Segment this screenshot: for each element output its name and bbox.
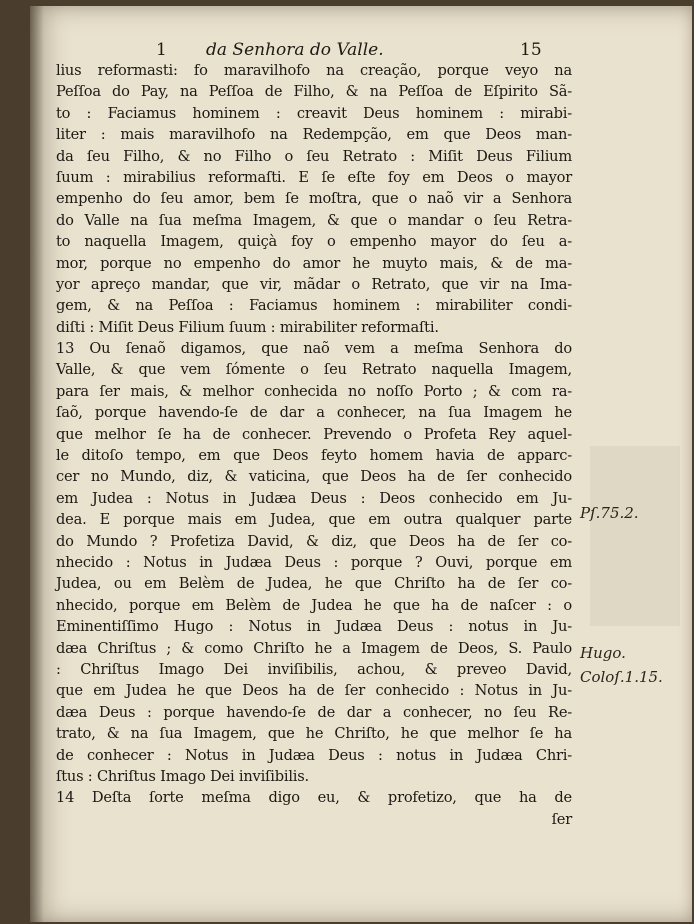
text-line: nhecido : Notus in Judæa Deus : porque ? Ouvi, porque em xyxy=(56,553,572,571)
text-line: dæa Chriſtus ; & como Chriſto he a Imagem de Deos, S. Paulo xyxy=(56,639,572,657)
text-line: mor, porque no empenho do amor he muyto mais, & de ma- xyxy=(56,254,572,272)
text-line: cer no Mundo, diz, & vaticina, que Deos ha de ſer conhecido xyxy=(56,468,572,486)
text-line: 14 Deſta ſorte meſma digo eu, & profetizo, que ha de xyxy=(56,789,572,807)
page-number: 15 xyxy=(520,40,542,60)
text-line: Eminentiſſimo Hugo : Notus in Judæa Deus : notus in Ju- xyxy=(56,618,572,636)
catchword: ſer xyxy=(551,810,572,828)
text-line: le ditoſo tempo, em que Deos feyto homem havia de apparc- xyxy=(56,447,572,465)
text-line: ſtus : Chriſtus Imago Dei inviſibilis. xyxy=(56,767,309,785)
text-line: trato, & na ſua Imagem, que he Chriſto, he que melhor ſe ha xyxy=(56,725,572,743)
bleed-through-area xyxy=(590,446,680,626)
text-line: to : Faciamus hominem : creavit Deus hominem : mirabi- xyxy=(56,104,572,122)
text-line: empenho do ſeu amor, bem ſe moſtra, que o naõ vir a Senhora xyxy=(56,190,572,208)
text-line: Peſſoa do Pay, na Peſſoa de Filho, & na Peſſoa de Eſpirito Sã- xyxy=(56,83,572,101)
header-mark: 1 xyxy=(156,40,167,60)
text-line: : Chriſtus Imago Dei inviſibilis, achou, & preveo David, xyxy=(56,660,572,678)
text-line: para ſer mais, & melhor conhecida no noſſo Porto ; & com ra- xyxy=(56,382,572,400)
text-line: nhecido, porque em Belèm de Judea he que ha de naſcer : o xyxy=(56,596,572,614)
text-line: do Mundo ? Profetiza David, & diz, que Deos ha de ſer co- xyxy=(56,532,572,550)
text-line: yor apreço mandar, que vir, mãdar o Retrato, que vir na Ima- xyxy=(56,275,572,293)
running-title: da Senhora do Valle. xyxy=(206,40,384,60)
margin-reference-psalm: Pſ.75.2. xyxy=(580,504,639,522)
text-line: que em Judea he que Deos ha de ſer conhecido : Notus in Ju- xyxy=(56,682,572,700)
text-line: gem, & na Peſſoa : Faciamus hominem : mirabiliter condi- xyxy=(56,297,572,315)
text-line: to naquella Imagem, quiçà foy o empenho mayor do ſeu a- xyxy=(56,233,572,251)
book-page xyxy=(30,6,692,922)
text-line: diſti : Miſit Deus Filium ſuum : mirabiliter reformaſti. xyxy=(56,318,439,336)
text-line: liter : mais maravilhofo na Redempção, em que Deos man- xyxy=(56,126,572,144)
text-line: dea. E porque mais em Judea, que em outra qualquer parte xyxy=(56,511,572,529)
text-line: da ſeu Filho, & no Filho o ſeu Retrato : Miſit Deus Filium xyxy=(56,147,572,165)
text-line: em Judea : Notus in Judæa Deus : Deos conhecido em Ju- xyxy=(56,489,572,507)
page-gutter-shadow xyxy=(30,6,44,922)
text-line: lius reformasti: fo maravilhofo na creação, porque veyo na xyxy=(56,62,572,79)
text-line: Judea, ou em Belèm de Judea, he que Chriſto ha de ſer co- xyxy=(56,575,572,593)
text-line: que melhor ſe ha de conhecer. Prevendo o Profeta Rey aquel- xyxy=(56,425,572,443)
text-line: ſaõ, porque havendo-ſe de dar a conhecer, na ſua Imagem he xyxy=(56,404,572,422)
text-line: do Valle na ſua meſma Imagem, & que o mandar o ſeu Retra- xyxy=(56,211,572,229)
margin-reference-colossians: Coloſ.1.15. xyxy=(580,668,663,686)
body-text xyxy=(56,60,572,830)
margin-reference-hugo: Hugo. xyxy=(580,644,626,662)
text-line: dæa Deus : porque havendo-ſe de dar a conhecer, no ſeu Re- xyxy=(56,703,572,721)
text-line: 13 Ou ſenaõ digamos, que naõ vem a meſma Senhora do xyxy=(56,340,572,358)
text-line: Valle, & que vem ſómente o ſeu Retrato naquella Imagem, xyxy=(56,361,572,379)
text-line: de conhecer : Notus in Judæa Deus : notus in Judæa Chri- xyxy=(56,746,572,764)
text-line: ſuum : mirabilius reformaſti. E ſe eſte foy em Deos o mayor xyxy=(56,168,572,186)
